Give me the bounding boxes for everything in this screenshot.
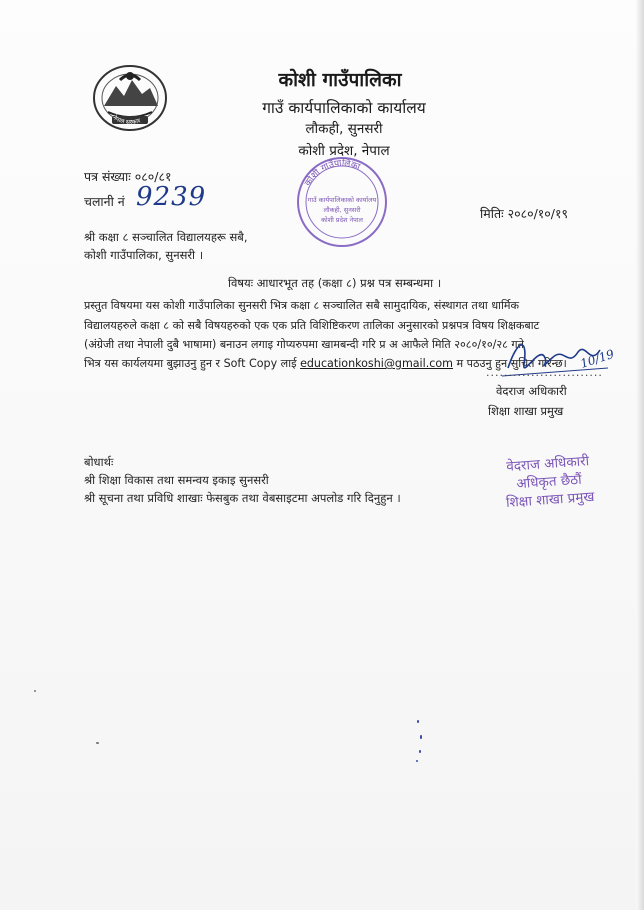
stamp-line-3: कोशी प्रदेश नेपाल [321, 216, 363, 224]
scan-speck [419, 750, 421, 753]
patra-label: पत्र संख्याः [84, 169, 131, 184]
scan-speck [34, 690, 36, 692]
scan-speck [416, 760, 418, 762]
scan-speck [96, 742, 99, 744]
date [480, 205, 568, 222]
emblem-ring-text: नेपाल सरकार [111, 114, 142, 127]
bodhartha-line-2: श्री सूचना तथा प्रविधि शाखाः फेसबुक तथा वेबसाइटमा अपलोड गरि दिनुहुन । [84, 491, 401, 505]
recipient-line-2: कोशी गाउँपालिका, सुनसरी । [84, 248, 204, 262]
subject: विषयः आधारभूत तह (कक्षा ८) प्रश्न पत्र सम्बन्धमा । [228, 276, 442, 290]
officer-stamp [492, 451, 605, 513]
stamp-line-2: लौकही, सुनसरी [323, 206, 361, 214]
body-line-4-pre: भित्र यस कार्यलयमा बुझाउनु हुन र Soft Copy लाई [84, 357, 297, 370]
body-line-1: प्रस्तुत विषयमा यस कोशी गाउँपालिका सुनसरी भित्र कक्षा ८ सञ्चालित सबै सामुदायिक, संस्थागत तथा धार्मिक [84, 299, 520, 312]
signer-title: शिक्षा शाखा प्रमुख [488, 404, 564, 418]
stamp-ring-text: कोशी गाउँपालिका [303, 158, 362, 189]
office-address: लौकही, सुनसरी [305, 121, 383, 137]
body-line-3: (अंग्रेजी तथा नेपाली दुबै भाषामा) बनाउन लगाइ गोप्यरुपमा खामबन्दी गरि प्र अ आफैले मिति २०८०/१०/२८ गते [84, 338, 524, 351]
chalani-number: 9239 [136, 182, 207, 212]
office-name: कोशी गाउँपालिका [278, 69, 402, 91]
stamp-rect-line-3: शिक्षा शाखा प्रमुख [505, 488, 595, 512]
recipient-line-1: श्री कक्षा ८ सञ्चालित विद्यालयहरू सबै, [84, 230, 248, 244]
body-line-2: विद्यालयहरुले कक्षा ८ को सबै विषयहरुको एक एक प्रति विशिष्टिकरण तालिका अनुसारको प्रश्नपत्र विषय शिक्षकबाट [84, 319, 540, 332]
body-line-4-post: म पठउनु हुन सुचित गरिन्छ। [456, 357, 567, 370]
bodhartha-line-1: श्री शिक्षा विकास तथा समन्वय इकाइ सुनसरी [84, 473, 269, 487]
patra-value: ०८०/८१ [134, 169, 172, 184]
office-province: कोशी प्रदेश, नेपाल [298, 143, 390, 159]
stamp-line-1: गाउँ कार्यपालिकाको कार्यालय [307, 196, 377, 204]
email-link[interactable]: educationkoshi@gmail.com [300, 357, 453, 370]
chalani-label: चलानी नं [84, 194, 125, 209]
date-label: मितिः [480, 206, 504, 221]
signer-name: वेदराज अधिकारी [496, 384, 567, 398]
office-round-stamp [292, 152, 392, 252]
signature-dots: .......................... [486, 366, 603, 379]
stamp-rect-line-1: वेदराज अधिकारी [505, 453, 590, 475]
bodhartha-label: बोधार्थः [84, 455, 114, 469]
scan-speck [420, 735, 422, 739]
office-subtitle: गाउँ कार्यपालिकाको कार्यालय [262, 99, 426, 117]
stamp-rect-line-2: अधिकृत छैठौं [515, 471, 583, 493]
scan-speck [417, 720, 419, 723]
date-value: २०८०/१०/१९ [507, 206, 569, 221]
signature-date: 10/19 [578, 346, 616, 371]
